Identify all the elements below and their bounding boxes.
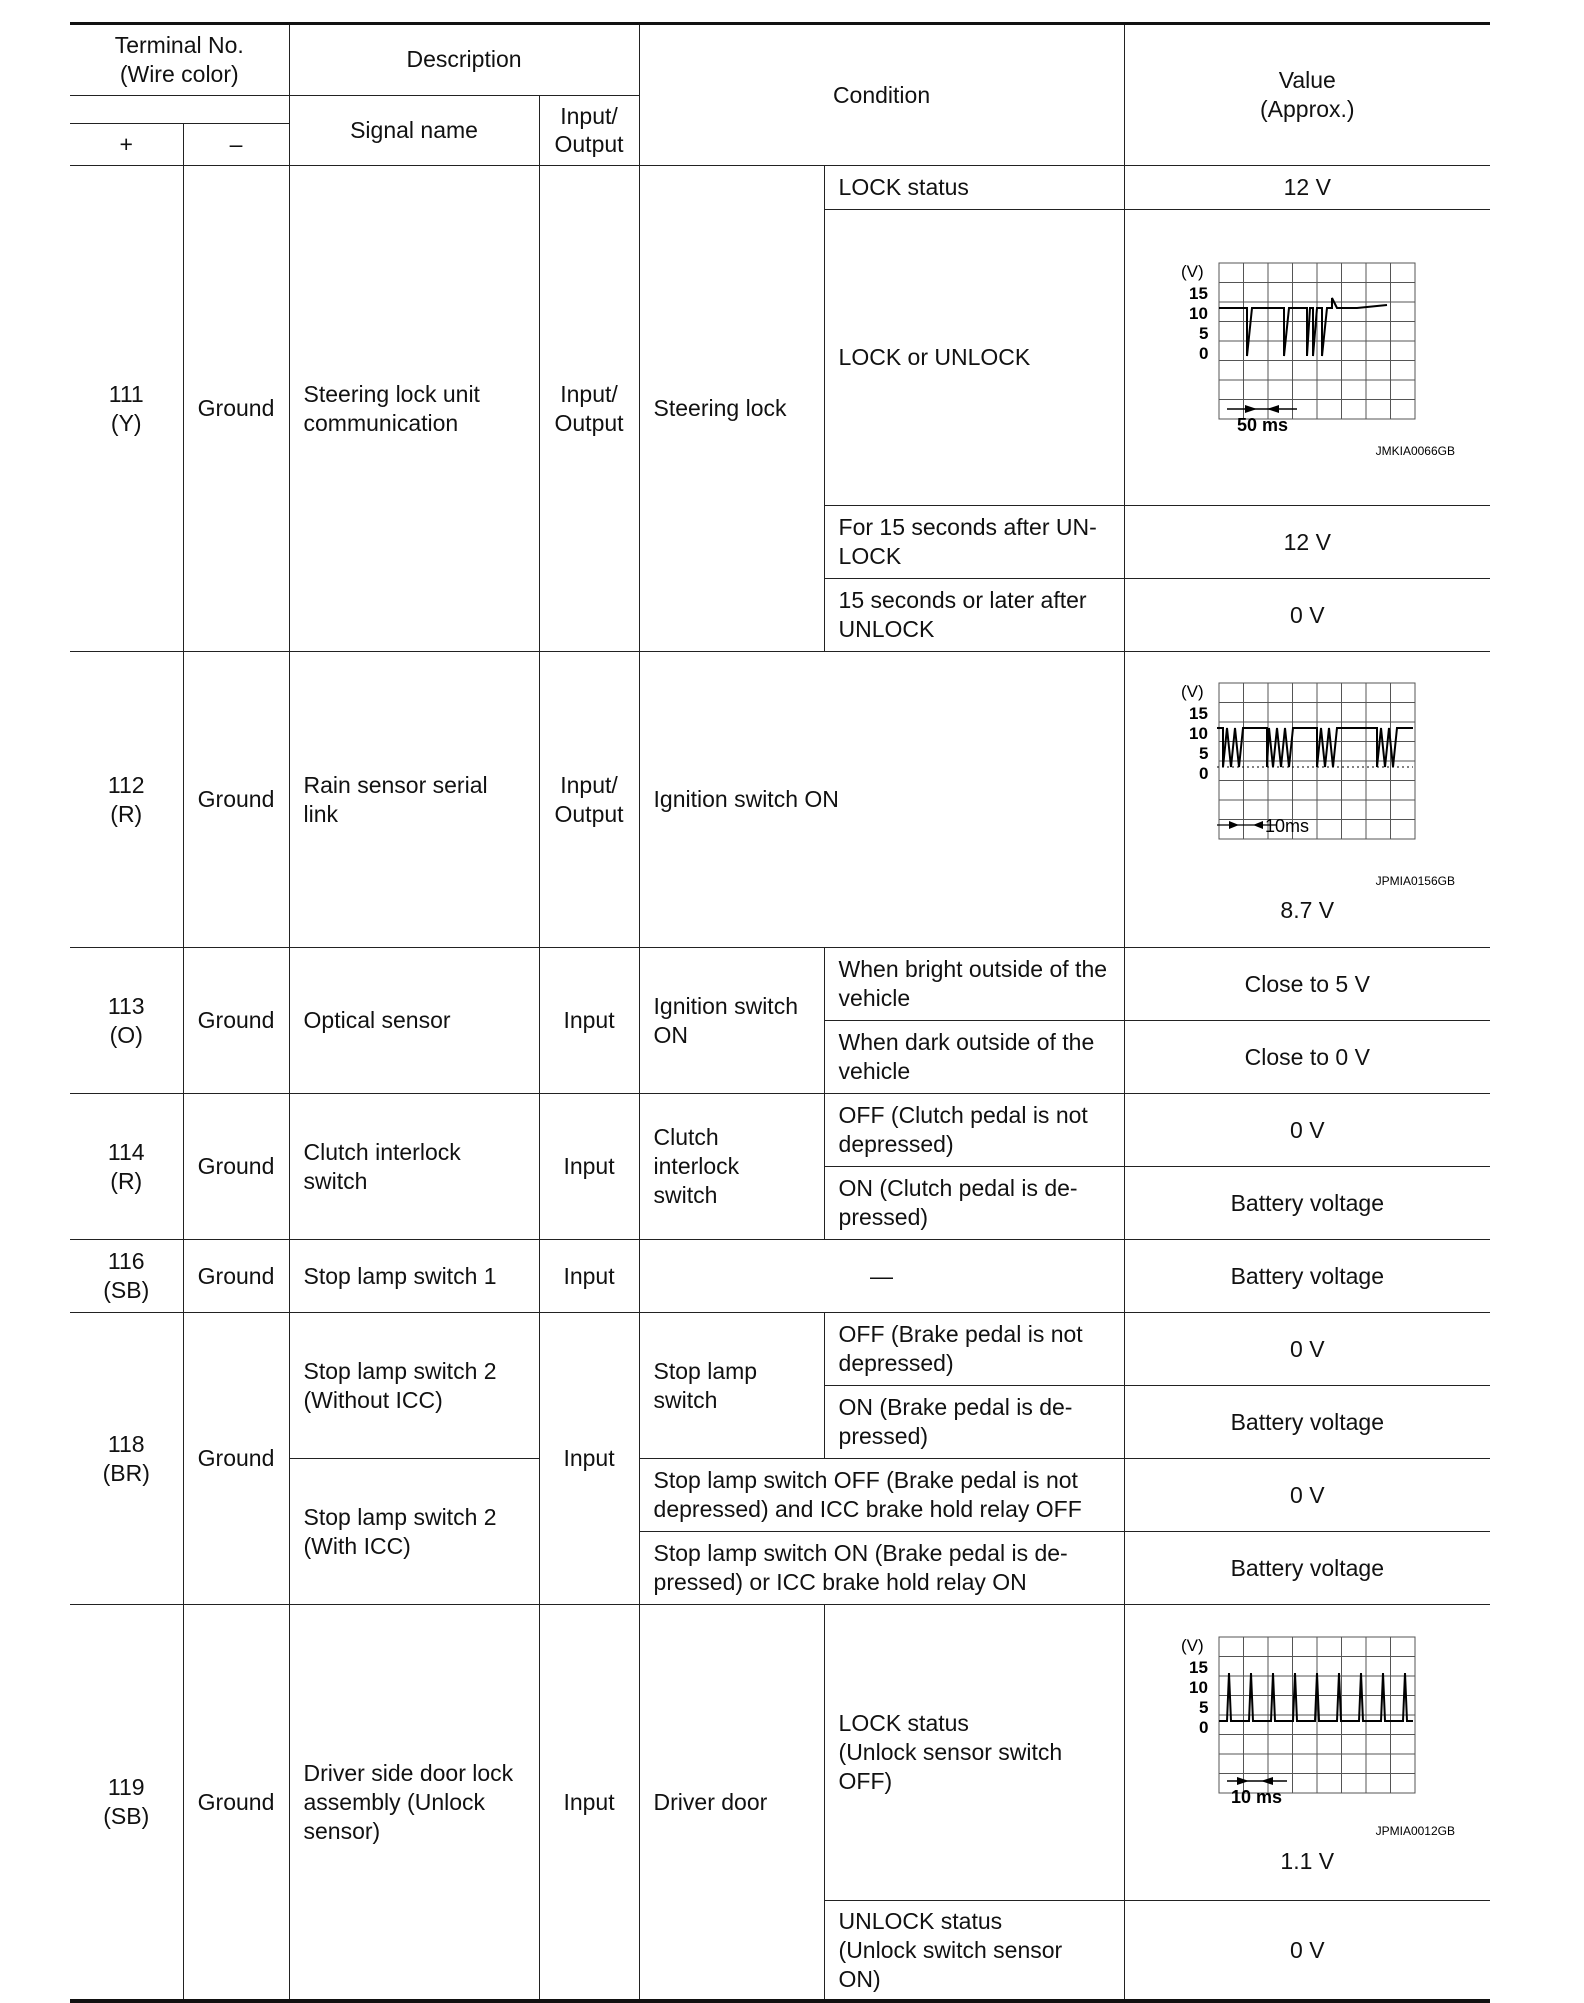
ground-114: Ground — [183, 1094, 289, 1240]
condition-114: Clutch interlock switch — [639, 1094, 824, 1240]
wave-tick-111-10: 10 — [1189, 304, 1209, 323]
value-118-icc-on: Battery voltage — [1124, 1532, 1490, 1605]
condition-119: Driver door — [639, 1605, 824, 2002]
value-114-off: 0 V — [1124, 1094, 1490, 1167]
condition-111: Steering lock — [639, 166, 824, 652]
scale-arrow-right-111 — [1267, 405, 1279, 413]
wave-scale-112: 10ms — [1265, 815, 1310, 836]
wave-code-119: JPMIA0012GB — [1375, 1824, 1456, 1839]
value-111-15s-later: 0 V — [1124, 579, 1490, 652]
input-output-header: Input/ Output — [539, 95, 639, 166]
ground-111: Ground — [183, 166, 289, 652]
terminal-no-header: Terminal No. (Wire color) — [70, 24, 289, 96]
wave-unit-111: (V) — [1181, 262, 1204, 281]
condition-118: Stop lamp switch — [639, 1313, 824, 1459]
subcond-113-bright: When bright outside of the vehicle — [824, 948, 1124, 1021]
waveform-111 — [1157, 255, 1457, 460]
condition-116: — — [639, 1240, 1124, 1313]
terminal-112: 112 (R) — [70, 652, 183, 948]
signal-111: Steering lock unit communication — [289, 166, 539, 652]
value-113-bright: Close to 5 V — [1124, 948, 1490, 1021]
description-header: Description — [289, 24, 639, 96]
wave-code-111: JMKIA0066GB — [1375, 444, 1456, 458]
ground-116: Ground — [183, 1240, 289, 1313]
waveform-112 — [1157, 675, 1457, 890]
signal-119: Driver side door lock assembly (Unlock sensor) — [289, 1605, 539, 2002]
condition-113: Ignition switch ON — [639, 948, 824, 1094]
wave-tick-119-10: 10 — [1189, 1678, 1209, 1698]
terminal-113: 113 (O) — [70, 948, 183, 1094]
subcond-111-15s-later: 15 seconds or later after UNLOCK — [824, 579, 1124, 652]
minus-header: – — [183, 123, 289, 165]
plus-header: + — [70, 123, 183, 165]
wave-tick-112-5: 5 — [1199, 743, 1209, 763]
wave-tick-112-0: 0 — [1199, 763, 1209, 783]
value-116: Battery voltage — [1124, 1240, 1490, 1313]
subcond-118-icc-off: Stop lamp switch OFF (Brake pedal is not depressed) and ICC brake hold relay OFF — [639, 1459, 1124, 1532]
wave-tick-111-5: 5 — [1199, 324, 1209, 343]
value-119-lock: 1.1 V — [1280, 1848, 1335, 1875]
value-118-off: 0 V — [1124, 1313, 1490, 1386]
value-114-on: Battery voltage — [1124, 1167, 1490, 1240]
signal-118-without-icc: Stop lamp switch 2 (Without ICC) — [289, 1313, 539, 1459]
subcond-119-unlock: UNLOCK status (Unlock switch sensor ON) — [824, 1901, 1124, 2002]
value-111-lock: 12 V — [1124, 166, 1490, 210]
value-113-dark: Close to 0 V — [1124, 1021, 1490, 1094]
subcond-118-icc-on: Stop lamp switch ON (Brake pedal is de- pressed) or ICC brake hold relay ON — [639, 1532, 1124, 1605]
ground-113: Ground — [183, 948, 289, 1094]
io-113: Input — [539, 948, 639, 1094]
condition-112: Ignition switch ON — [639, 652, 1124, 948]
ground-119: Ground — [183, 1605, 289, 2002]
waveform-119 — [1157, 1629, 1457, 1841]
subcond-119-lock: LOCK status (Unlock sensor switch OFF) — [824, 1605, 1124, 1901]
terminal-111: 111 (Y) — [70, 166, 183, 652]
wave-tick-119-15: 15 — [1189, 1658, 1209, 1678]
scale-arrow-left-112 — [1229, 821, 1239, 829]
subcond-118-off: OFF (Brake pedal is not depressed) — [824, 1313, 1124, 1386]
value-118-icc-off: 0 V — [1124, 1459, 1490, 1532]
wave-code-112: JPMIA0156GB — [1375, 873, 1456, 888]
wave-tick-112-15: 15 — [1189, 703, 1209, 723]
terminal-118: 118 (BR) — [70, 1313, 183, 1605]
value-112: 8.7 V — [1280, 896, 1335, 923]
subcond-118-on: ON (Brake pedal is de- pressed) — [824, 1386, 1124, 1459]
io-118: Input — [539, 1313, 639, 1605]
ground-112: Ground — [183, 652, 289, 948]
terminal-header-spacer — [70, 95, 289, 123]
wave-tick-111-15: 15 — [1189, 284, 1209, 303]
io-116: Input — [539, 1240, 639, 1313]
subcond-111-lock: LOCK status — [824, 166, 1124, 210]
signal-114: Clutch interlock switch — [289, 1094, 539, 1240]
wave-scale-111: 50 ms — [1237, 415, 1289, 435]
condition-header: Condition — [639, 24, 1124, 166]
io-119: Input — [539, 1605, 639, 2002]
io-111: Input/ Output — [539, 166, 639, 652]
wave-tick-119-5: 5 — [1199, 1698, 1209, 1718]
value-119-waveform — [1124, 1605, 1490, 1901]
value-118-on: Battery voltage — [1124, 1386, 1490, 1459]
terminal-116: 116 (SB) — [70, 1240, 183, 1313]
scale-arrow-left-111 — [1245, 405, 1257, 413]
io-112: Input/ Output — [539, 652, 639, 948]
wave-tick-112-10: 10 — [1189, 723, 1209, 743]
signal-113: Optical sensor — [289, 948, 539, 1094]
wave-scale-119: 10 ms — [1231, 1787, 1283, 1808]
scale-arrow-right-112 — [1253, 821, 1263, 829]
value-111-15s-after: 12 V — [1124, 506, 1490, 579]
scale-arrow-right-119 — [1261, 1777, 1273, 1785]
io-114: Input — [539, 1094, 639, 1240]
subcond-111-lock-unlock: LOCK or UNLOCK — [824, 210, 1124, 506]
signal-name-header: Signal name — [289, 95, 539, 166]
wave-tick-111-0: 0 — [1199, 344, 1209, 363]
wave-tick-119-0: 0 — [1199, 1718, 1209, 1738]
wave-trace-111 — [1219, 298, 1387, 356]
terminal-spec-table — [70, 22, 1490, 2003]
value-111-waveform — [1124, 210, 1490, 506]
subcond-114-off: OFF (Clutch pedal is not depressed) — [824, 1094, 1124, 1167]
value-header: Value (Approx.) — [1124, 24, 1490, 166]
value-112-waveform — [1124, 652, 1490, 948]
signal-112: Rain sensor serial link — [289, 652, 539, 948]
wave-unit-119: (V) — [1181, 1636, 1204, 1656]
terminal-119: 119 (SB) — [70, 1605, 183, 2002]
value-119-unlock: 0 V — [1124, 1901, 1490, 2002]
subcond-111-15s-after: For 15 seconds after UN- LOCK — [824, 506, 1124, 579]
subcond-114-on: ON (Clutch pedal is de- pressed) — [824, 1167, 1124, 1240]
subcond-113-dark: When dark outside of the vehicle — [824, 1021, 1124, 1094]
signal-118-with-icc: Stop lamp switch 2 (With ICC) — [289, 1459, 539, 1605]
wave-trace-119 — [1219, 1673, 1413, 1721]
ground-118: Ground — [183, 1313, 289, 1605]
wave-unit-112: (V) — [1181, 681, 1204, 701]
signal-116: Stop lamp switch 1 — [289, 1240, 539, 1313]
terminal-114: 114 (R) — [70, 1094, 183, 1240]
